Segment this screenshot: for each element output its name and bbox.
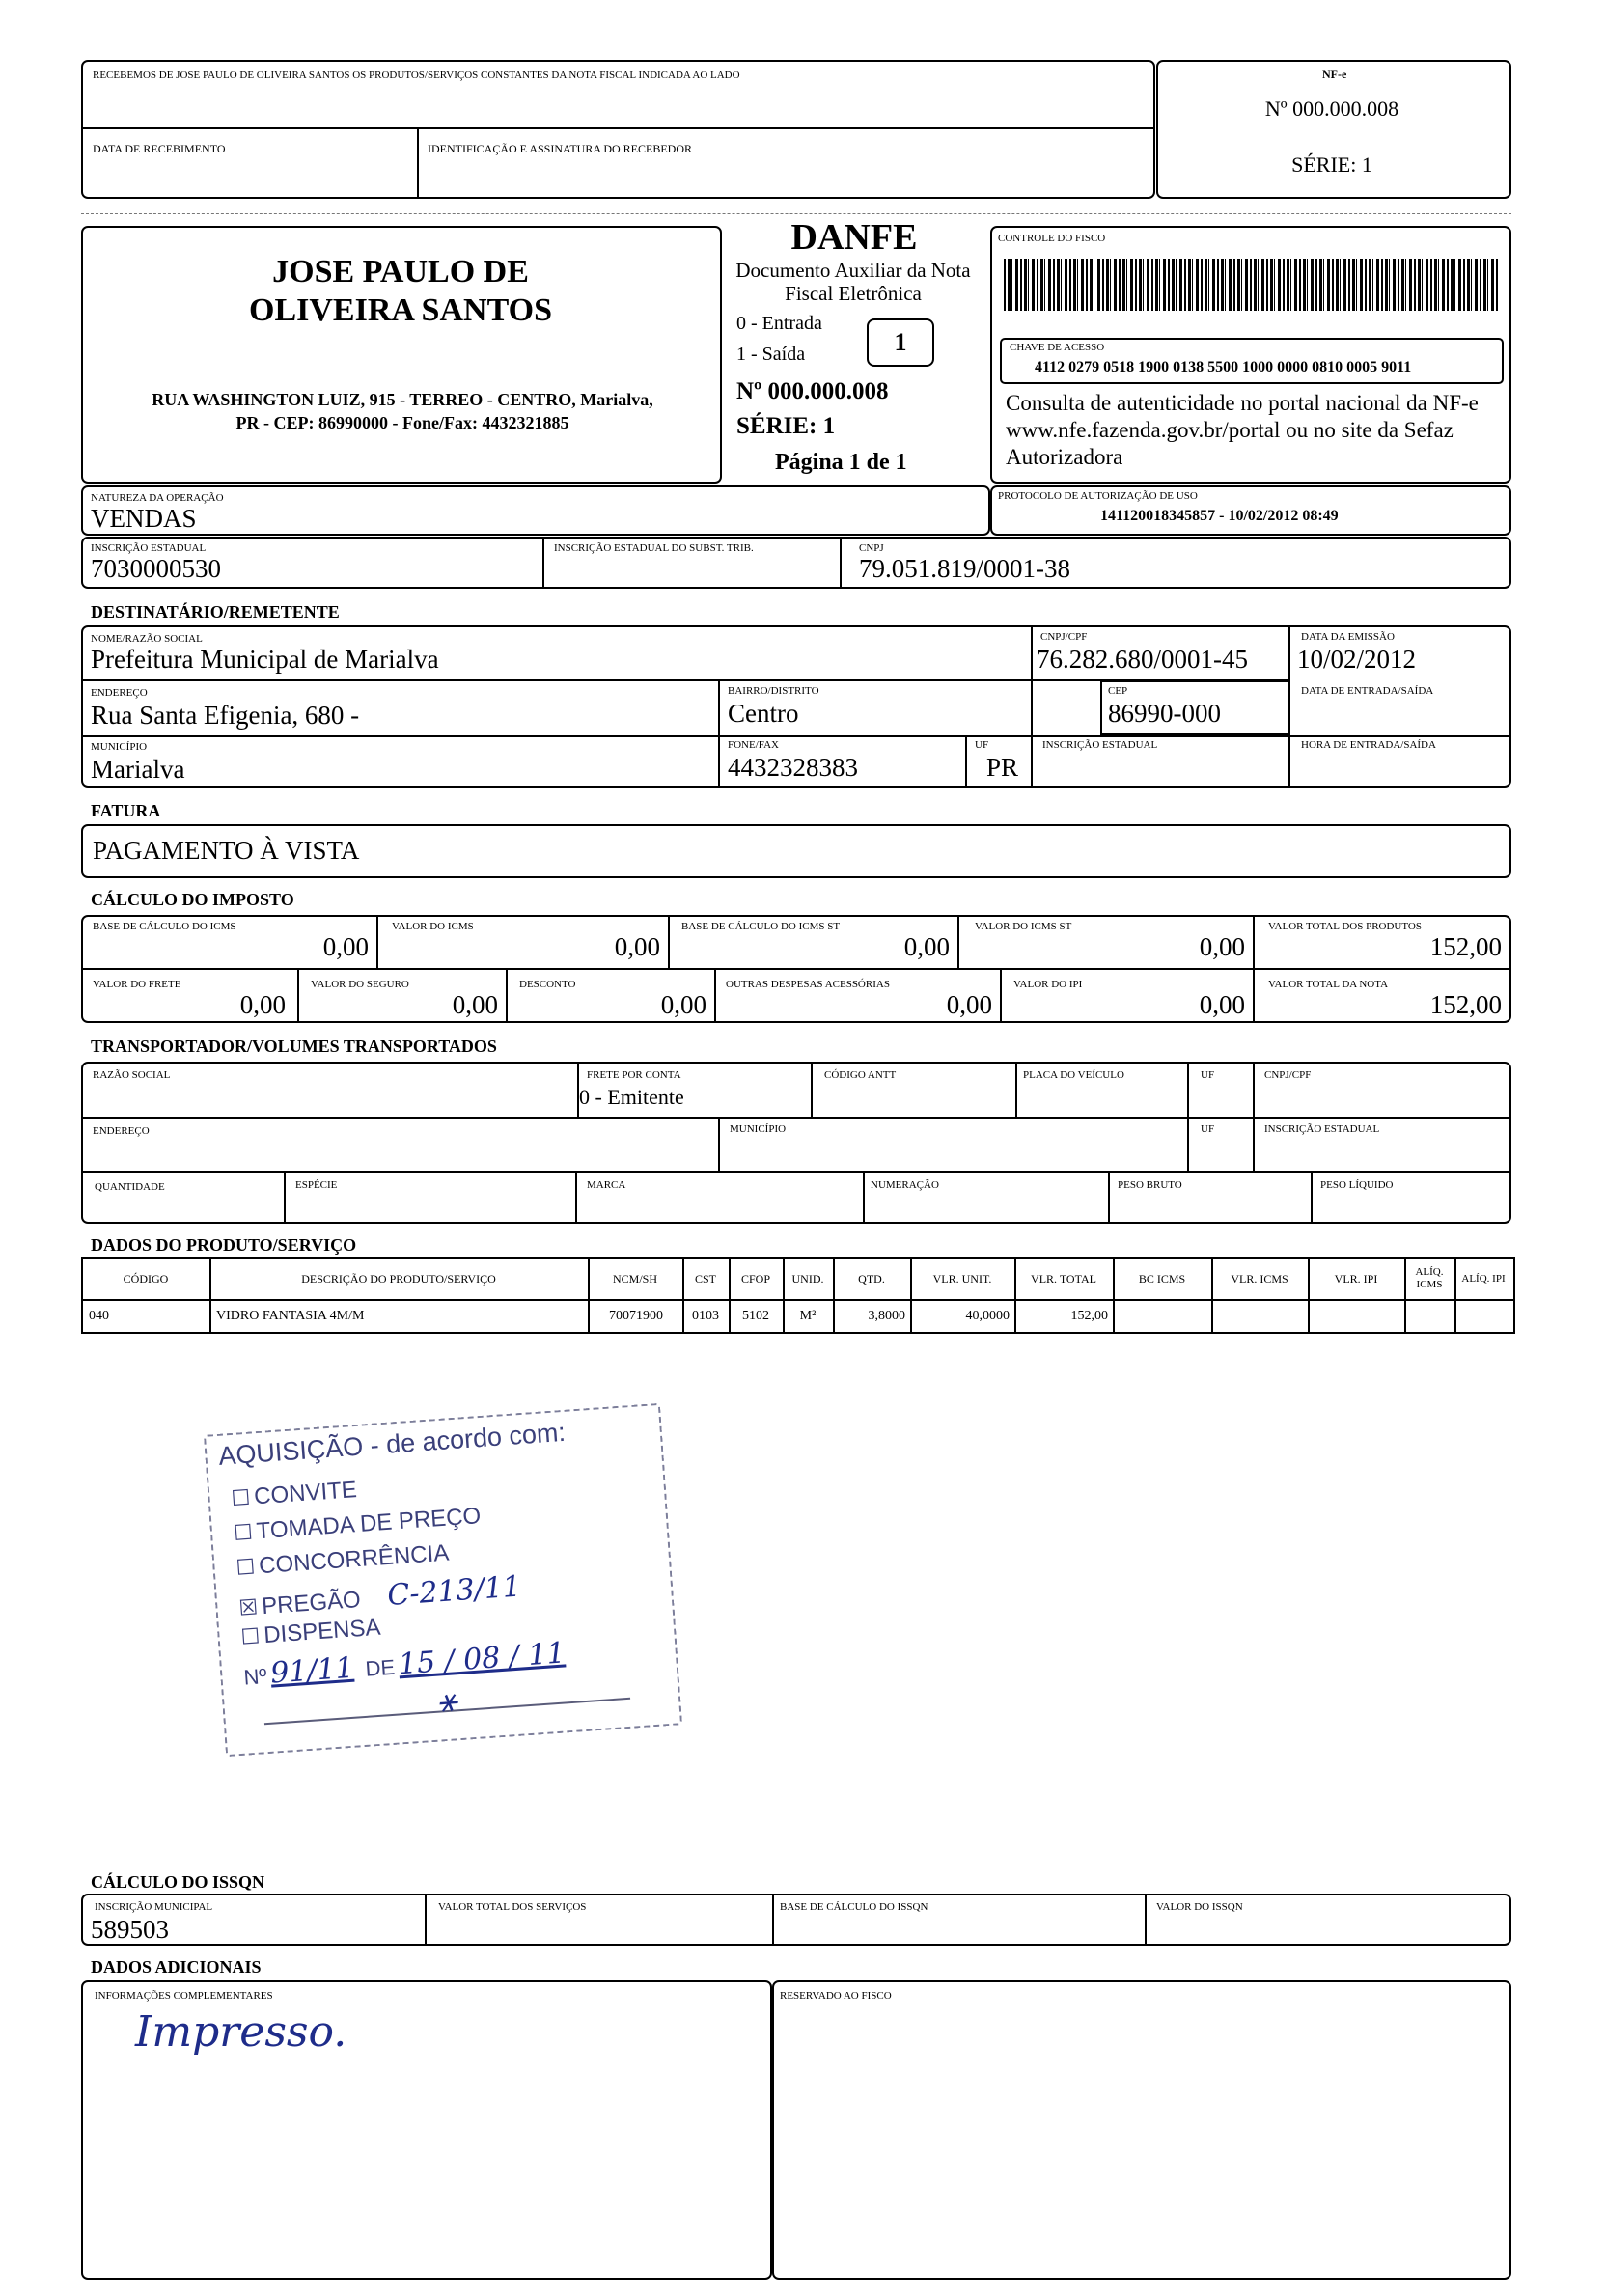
- recipient-ie-label: INSCRIÇÃO ESTADUAL: [1042, 739, 1158, 751]
- transport-box: [81, 1062, 1511, 1224]
- recipient-address-label: ENDEREÇO: [91, 687, 148, 699]
- issqn-value-label: VALOR DO ISSQN: [1156, 1901, 1243, 1913]
- receipt-statement: RECEBEMOS DE JOSE PAULO DE OLIVEIRA SANTOS OS PRODUTOS/SERVIÇOS CONSTANTES DA NOTA FISCAL INDICADA AO LADO: [93, 69, 740, 81]
- cell-qty: 3,8000: [868, 1309, 905, 1323]
- city: Marialva: [91, 755, 185, 784]
- col-header-ipi: VLR. IPI: [1334, 1271, 1378, 1286]
- city-label: MUNICÍPIO: [91, 741, 148, 753]
- access-key: 4112 0279 0518 1900 0138 5500 1000 0000 0810 0005 9011: [1035, 359, 1412, 375]
- reserved-box: [772, 1980, 1511, 2280]
- stamp-number-prefix: Nº: [242, 1664, 268, 1690]
- district: Centro: [728, 699, 799, 728]
- danfe-exit-label: 1 - Saída: [736, 344, 806, 365]
- stamp-option-label: CONVITE: [253, 1477, 358, 1510]
- acquisition-stamp: [204, 1403, 682, 1757]
- transport-ie-label: INSCRIÇÃO ESTADUAL: [1264, 1123, 1380, 1135]
- cep: 86990-000: [1108, 699, 1221, 728]
- species-label: ESPÉCIE: [295, 1179, 338, 1191]
- products-section-title: DADOS DO PRODUTO/SERVIÇO: [91, 1235, 357, 1255]
- col-header-qty: QTD.: [858, 1271, 885, 1286]
- cell-total: 152,00: [1070, 1309, 1108, 1323]
- col-header-ncm: NCM/SH: [612, 1271, 657, 1286]
- access-key-label: CHAVE DE ACESSO: [1010, 342, 1105, 353]
- cell-unit-price: 40,0000: [965, 1309, 1010, 1323]
- phone-label: FONE/FAX: [728, 739, 779, 751]
- tax-r2-label-5: VALOR TOTAL DA NOTA: [1268, 979, 1389, 990]
- tax-section-title: CÁLCULO DO IMPOSTO: [91, 890, 294, 909]
- tax-r2-value-5: 152,00: [1429, 990, 1502, 1019]
- cell-description: VIDRO FANTASIA 4M/M: [216, 1309, 365, 1323]
- checkbox-icon: ☐: [233, 1519, 254, 1545]
- tax-r2-label-0: VALOR DO FRETE: [93, 979, 181, 990]
- col-header-description: DESCRIÇÃO DO PRODUTO/SERVIÇO: [301, 1271, 496, 1286]
- protocol-value: 141120018345857 - 10/02/2012 08:49: [1100, 508, 1339, 524]
- invoice-section-title: FATURA: [91, 801, 161, 820]
- recipient-cnpj: 76.282.680/0001-45: [1037, 645, 1248, 674]
- services-total-label: VALOR TOTAL DOS SERVIÇOS: [438, 1901, 587, 1913]
- io-date-label: DATA DE ENTRADA/SAÍDA: [1301, 685, 1434, 697]
- tax-r1-value-1: 0,00: [614, 932, 660, 961]
- danfe-page: Página 1 de 1: [775, 450, 907, 475]
- im-value: 589503: [91, 1915, 169, 1944]
- receipt-signature-label: IDENTIFICAÇÃO E ASSINATURA DO RECEBEDOR: [428, 142, 693, 155]
- numbering-label: NUMERAÇÃO: [871, 1179, 939, 1191]
- tax-r2-value-2: 0,00: [660, 990, 706, 1019]
- danfe-subtitle: Documento Auxiliar da Nota Fiscal Eletrônica: [735, 259, 971, 305]
- col-header-cst: CST: [694, 1271, 716, 1286]
- nature-label: NATUREZA DA OPERAÇÃO: [91, 492, 224, 504]
- freight-label: FRETE POR CONTA: [587, 1069, 681, 1081]
- additional-section-title: DADOS ADICIONAIS: [91, 1957, 262, 1977]
- danfe-entry-label: 0 - Entrada: [736, 313, 822, 334]
- district-label: BAIRRO/DISTRITO: [728, 685, 819, 697]
- transport-section-title: TRANSPORTADOR/VOLUMES TRANSPORTADOS: [91, 1037, 497, 1056]
- tax-r1-label-1: VALOR DO ICMS: [392, 921, 474, 932]
- cell-cfop: 5102: [742, 1309, 769, 1323]
- tax-r2-label-1: VALOR DO SEGURO: [311, 979, 409, 990]
- tax-r1-label-3: VALOR DO ICMS ST: [975, 921, 1072, 932]
- col-header-unit: UNID.: [791, 1271, 824, 1286]
- stamp-title: AQUISIÇÃO - de acordo com:: [217, 1417, 567, 1471]
- col-header-aliq-ipi: ALÍQ. IPI: [1461, 1272, 1506, 1285]
- signature-mark: ⚹: [435, 1680, 458, 1721]
- phone: 4432328383: [728, 753, 858, 782]
- pregao-note: C-213/11: [386, 1569, 522, 1614]
- danfe-type-value: 1: [894, 328, 907, 356]
- tax-r1-value-2: 0,00: [903, 932, 950, 961]
- danfe-number: Nº 000.000.008: [736, 378, 889, 404]
- ie-row-box: [81, 537, 1511, 589]
- issuer-name: JOSE PAULO DE OLIVEIRA SANTOS: [249, 254, 552, 328]
- tax-r2-label-3: OUTRAS DESPESAS ACESSÓRIAS: [726, 979, 890, 990]
- receipt-nfe-series: SÉRIE: 1: [1291, 152, 1372, 177]
- net-weight-label: PESO LÍQUIDO: [1320, 1179, 1394, 1191]
- tax-r1-value-3: 0,00: [1199, 932, 1245, 961]
- tax-r2-value-0: 0,00: [239, 990, 286, 1019]
- control-label: CONTROLE DO FISCO: [998, 233, 1106, 244]
- stamp-option-label: PREGÃO: [261, 1587, 362, 1620]
- transport-city-label: MUNICÍPIO: [730, 1123, 787, 1135]
- stamp-number: 91/11: [269, 1650, 355, 1691]
- danfe-type-box: [867, 318, 934, 367]
- issuer-address-line2: PR - CEP: 86990000 - Fone/Fax: 4432321885: [235, 413, 569, 432]
- cell-unit: M²: [799, 1309, 817, 1323]
- uf: PR: [986, 753, 1019, 782]
- reserved-label: RESERVADO AO FISCO: [780, 1990, 892, 2002]
- recipient-section-title: DESTINATÁRIO/REMETENTE: [91, 602, 340, 622]
- stamp-option-label: CONCORRÊNCIA: [258, 1539, 451, 1580]
- tax-r2-label-2: DESCONTO: [519, 979, 576, 990]
- cell-code: 040: [89, 1309, 109, 1323]
- tax-r1-value-4: 152,00: [1429, 932, 1502, 961]
- issue-date: 10/02/2012: [1297, 645, 1417, 674]
- consult-text: Consulta de autenticidade no portal nacional da NF-e www.nfe.fazenda.gov.br/portal ou no site da Sefaz Autorizadora: [1006, 391, 1479, 469]
- cut-line: [81, 213, 1511, 214]
- tax-r2-value-1: 0,00: [452, 990, 498, 1019]
- im-label: INSCRIÇÃO MUNICIPAL: [95, 1901, 213, 1913]
- ie-label: INSCRIÇÃO ESTADUAL: [91, 542, 207, 554]
- cep-label: CEP: [1108, 685, 1128, 697]
- stamp-option-label: TOMADA DE PREÇO: [255, 1503, 483, 1545]
- stamp-date: 15 / 08 / 11: [397, 1636, 567, 1682]
- tax-r2-value-3: 0,00: [946, 990, 992, 1019]
- ie-st-label: INSCRIÇÃO ESTADUAL DO SUBST. TRIB.: [554, 542, 754, 554]
- stamp-date-prefix: DE: [364, 1654, 397, 1681]
- ie-value: 7030000530: [91, 554, 221, 583]
- antt-label: CÓDIGO ANTT: [824, 1069, 897, 1081]
- handwritten-note: Impresso.: [135, 2007, 347, 2057]
- recipient-cnpj-label: CNPJ/CPF: [1040, 631, 1088, 643]
- freight-value: 0 - Emitente: [579, 1085, 684, 1109]
- access-barcode: [1004, 259, 1498, 311]
- recipient-name: Prefeitura Municipal de Marialva: [91, 645, 439, 674]
- transport-cnpj-label: CNPJ/CPF: [1264, 1069, 1312, 1081]
- col-header-total: VLR. TOTAL: [1031, 1271, 1096, 1286]
- checkbox-icon: ☐: [235, 1554, 257, 1580]
- io-time-label: HORA DE ENTRADA/SAÍDA: [1301, 739, 1436, 751]
- tax-r1-value-0: 0,00: [322, 932, 369, 961]
- invoice-text: PAGAMENTO À VISTA: [93, 836, 360, 865]
- recipient-name-label: NOME/RAZÃO SOCIAL: [91, 633, 203, 645]
- col-header-aliq-icms: ALÍQ. ICMS: [1415, 1266, 1444, 1290]
- col-header-code: CÓDIGO: [123, 1271, 169, 1286]
- stamp-option-label: DISPENSA: [263, 1614, 382, 1649]
- checkbox-icon: ☐: [230, 1484, 252, 1511]
- checkbox-icon: ☐: [239, 1623, 262, 1649]
- cell-ncm: 70071900: [609, 1309, 663, 1323]
- issue-date-label: DATA DA EMISSÃO: [1301, 631, 1395, 643]
- recipient-address: Rua Santa Efigenia, 680 -: [91, 701, 360, 730]
- col-header-cfop: CFOP: [740, 1271, 771, 1286]
- tax-r1-label-2: BASE DE CÁLCULO DO ICMS ST: [681, 921, 841, 932]
- uf-label: UF: [975, 739, 989, 751]
- protocol-label: PROTOCOLO DE AUTORIZAÇÃO DE USO: [998, 490, 1198, 502]
- plate-label: PLACA DO VEÍCULO: [1023, 1069, 1124, 1081]
- danfe-series: SÉRIE: 1: [736, 413, 836, 439]
- cell-cst: 0103: [692, 1309, 719, 1323]
- transport-uf2-label: UF: [1201, 1123, 1215, 1135]
- info-label: INFORMAÇÕES COMPLEMENTARES: [95, 1990, 273, 2002]
- stamp-option-convite: [231, 1477, 358, 1512]
- transport-name-label: RAZÃO SOCIAL: [93, 1069, 171, 1081]
- issqn-section-title: CÁLCULO DO ISSQN: [91, 1872, 265, 1892]
- stamp-option-concorrencia: [235, 1540, 450, 1582]
- cnpj-label: CNPJ: [859, 542, 884, 554]
- receipt-nfe-number: Nº 000.000.008: [1264, 97, 1399, 121]
- tax-r1-label-0: BASE DE CÁLCULO DO ICMS: [93, 921, 236, 932]
- qty-label: QUANTIDADE: [95, 1181, 165, 1193]
- danfe-title: DANFE: [790, 217, 918, 258]
- issuer-address-line1: RUA WASHINGTON LUIZ, 915 - TERREO - CENTRO, Marialva,: [152, 390, 653, 409]
- tax-r1-label-4: VALOR TOTAL DOS PRODUTOS: [1268, 921, 1422, 932]
- col-header-unit-price: VLR. UNIT.: [932, 1271, 992, 1286]
- cnpj-value: 79.051.819/0001-38: [859, 554, 1070, 583]
- receipt-date-label: DATA DE RECEBIMENTO: [93, 142, 226, 155]
- col-header-bc-icms: BC ICMS: [1138, 1271, 1186, 1286]
- tax-r2-value-4: 0,00: [1199, 990, 1245, 1019]
- gross-weight-label: PESO BRUTO: [1118, 1179, 1182, 1191]
- col-header-icms: VLR. ICMS: [1231, 1271, 1288, 1286]
- transport-uf-label: UF: [1201, 1069, 1215, 1081]
- brand-label: MARCA: [587, 1179, 626, 1191]
- transport-address-label: ENDEREÇO: [93, 1125, 150, 1137]
- nfe-label: NF-e: [1322, 68, 1347, 81]
- issqn-base-label: BASE DE CÁLCULO DO ISSQN: [780, 1901, 928, 1913]
- checked-box-icon: ☒: [237, 1594, 260, 1620]
- nature-value: VENDAS: [91, 504, 197, 533]
- tax-r2-label-4: VALOR DO IPI: [1013, 979, 1083, 990]
